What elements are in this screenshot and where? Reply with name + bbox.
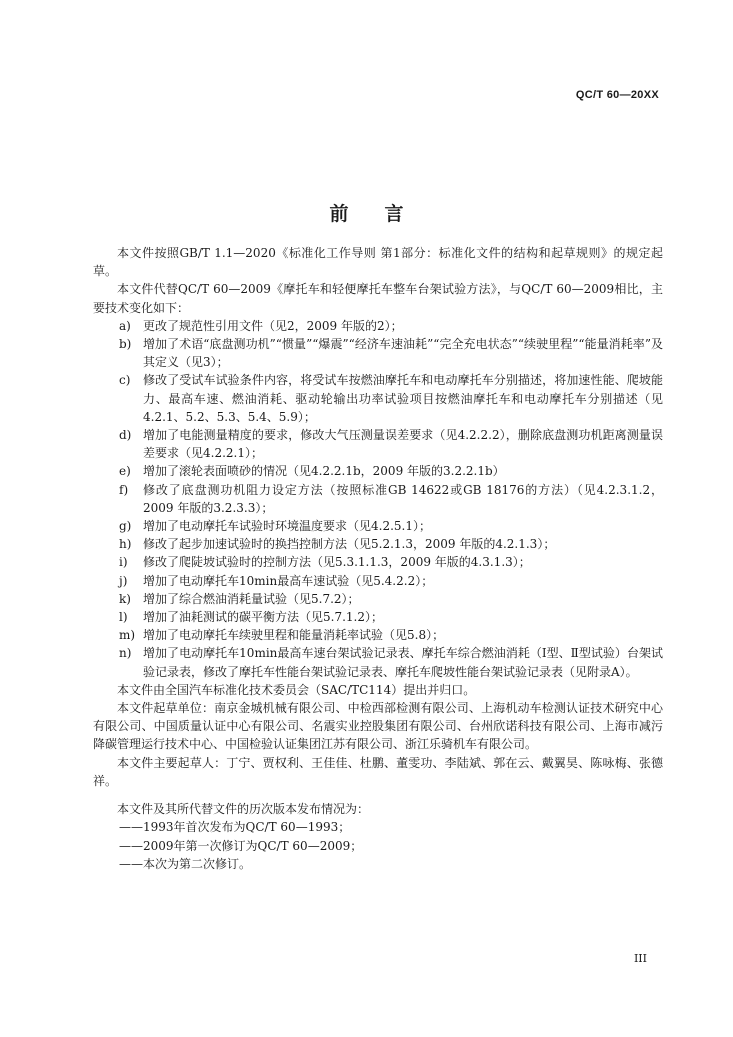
- change-text: 增加了术语“底盘测功机”“惯量”“爆震”“经济车速油耗”“完全充电状态”“续驶里程”“能量消耗率”及其定义（见3）；: [143, 337, 663, 370]
- change-item: [93, 462, 663, 480]
- history-item: ——本次为第二次修订。: [119, 856, 252, 871]
- foreword-body: [93, 244, 663, 873]
- change-item: [93, 553, 663, 571]
- change-label: f): [119, 482, 129, 497]
- paragraph-drafting-units: 本文件起草单位：南京金城机械有限公司、中检西部检测有限公司、上海机动车检测认证技术研究中心有限公司、中国质量认证中心有限公司、名震实业控股集团有限公司、台州欣诺科技有限公司、上海市减污降碳管理运行技术中心、中国检验认证集团江苏有限公司、浙江乐骑机车有限公司。: [93, 701, 663, 752]
- history-item: ——2009年第一次修订为QC/T 60—2009；: [119, 838, 363, 853]
- paragraph-drafters: 本文件主要起草人：丁宁、贾权利、王佳佳、杜鹏、董雯功、李陆斌、郭在云、戴翼昊、陈咏梅、张德祥。: [93, 755, 663, 788]
- change-label: e): [119, 464, 131, 479]
- change-item: [93, 317, 663, 335]
- change-label: c): [119, 373, 131, 388]
- paragraph-replacement: 本文件代替QC/T 60—2009《摩托车和轻便摩托车整车台架试验方法》，与QC/T 60—2009相比，主要技术变化如下：: [93, 282, 663, 315]
- change-text: 增加了综合燃油消耗量试验（见5.7.2）；: [143, 591, 360, 606]
- change-label: h): [119, 537, 132, 552]
- change-text: 增加了电动摩托车10min最高车速试验（见5.4.2.2）；: [143, 573, 434, 588]
- change-label: g): [119, 519, 132, 534]
- paragraph-proposer: 本文件由全国汽车标准化技术委员会（SAC/TC114）提出并归口。: [117, 682, 476, 697]
- change-item: [93, 626, 663, 644]
- change-item: [93, 426, 663, 462]
- change-label: d): [119, 428, 132, 443]
- change-label: i): [119, 555, 128, 570]
- change-text: 修改了受试车试验条件内容，将受试车按燃油摩托车和电动摩托车分别描述，将加速性能、爬坡能力、最高车速、燃油消耗、驱动轮输出功率试验项目按燃油摩托车和电动摩托车分别描述（见4.2.1、5.2、5.3、5.4、5.9）；: [143, 373, 663, 424]
- change-item: [93, 644, 663, 680]
- change-label: m): [119, 628, 136, 643]
- change-item: [93, 572, 663, 590]
- change-label: b): [119, 337, 132, 352]
- history-item: ——1993年首次发布为QC/T 60—1993；: [119, 820, 351, 835]
- change-label: j): [119, 573, 128, 588]
- change-text: 修改了起步加速试验时的换挡控制方法（见5.2.1.3，2009 年版的4.2.1.3）；: [143, 537, 556, 552]
- change-item: [93, 371, 663, 426]
- change-item: [93, 590, 663, 608]
- change-text: 修改了底盘测功机阻力设定方法（按照标准GB 14622或GB 18176的方法）（见4.2.3.1.2，2009 年版的3.2.3.3）；: [143, 482, 663, 515]
- change-item: [93, 335, 663, 371]
- change-label: a): [119, 318, 131, 333]
- change-text: 增加了电动摩托车续驶里程和能量消耗率试验（见5.8）；: [143, 628, 445, 643]
- change-label: l): [119, 610, 128, 625]
- change-item: [93, 535, 663, 553]
- change-text: 增加了滚轮表面喷砂的情况（见4.2.2.1b，2009 年版的3.2.2.1b）: [143, 464, 505, 479]
- change-text: 修改了爬陡坡试验时的控制方法（见5.3.1.1.3，2009 年版的4.3.1.3）；: [143, 555, 531, 570]
- change-text: 增加了电能测量精度的要求，修改大气压测量误差要求（见4.2.2.2），删除底盘测功机距离测量误差要求（见4.2.2.1）；: [143, 428, 663, 461]
- paragraph-drafting-rule: 本文件按照GB/T 1.1—2020《标准化工作导则 第1部分：标准化文件的结构和起草规则》的规定起草。: [93, 246, 663, 279]
- change-item: [93, 608, 663, 626]
- change-text: 更改了规范性引用文件（见2，2009 年版的2）；: [143, 318, 403, 333]
- change-text: 增加了油耗测试的碳平衡方法（见5.7.1.2）；: [143, 610, 383, 625]
- change-text: 增加了电动摩托车10min最高车速台架试验记录表、摩托车综合燃油消耗（Ⅰ型、Ⅱ型试验）台架试验记录表，修改了摩托车性能台架试验记录表、摩托车爬坡性能台架试验记录表（见附录A）。: [143, 646, 663, 679]
- page-number: III: [633, 952, 647, 965]
- change-item: [93, 481, 663, 517]
- change-item: [93, 517, 663, 535]
- paragraph-history-intro: 本文件及其所代替文件的历次版本发布情况为：: [117, 802, 370, 817]
- change-text: 增加了电动摩托车试验时环境温度要求（见4.2.5.1）；: [143, 519, 431, 534]
- page-title: 前言: [329, 203, 440, 225]
- change-label: n): [119, 646, 132, 661]
- change-list: [93, 317, 663, 681]
- document-code: QC/T 60—20XX: [575, 89, 659, 101]
- change-label: k): [119, 591, 131, 606]
